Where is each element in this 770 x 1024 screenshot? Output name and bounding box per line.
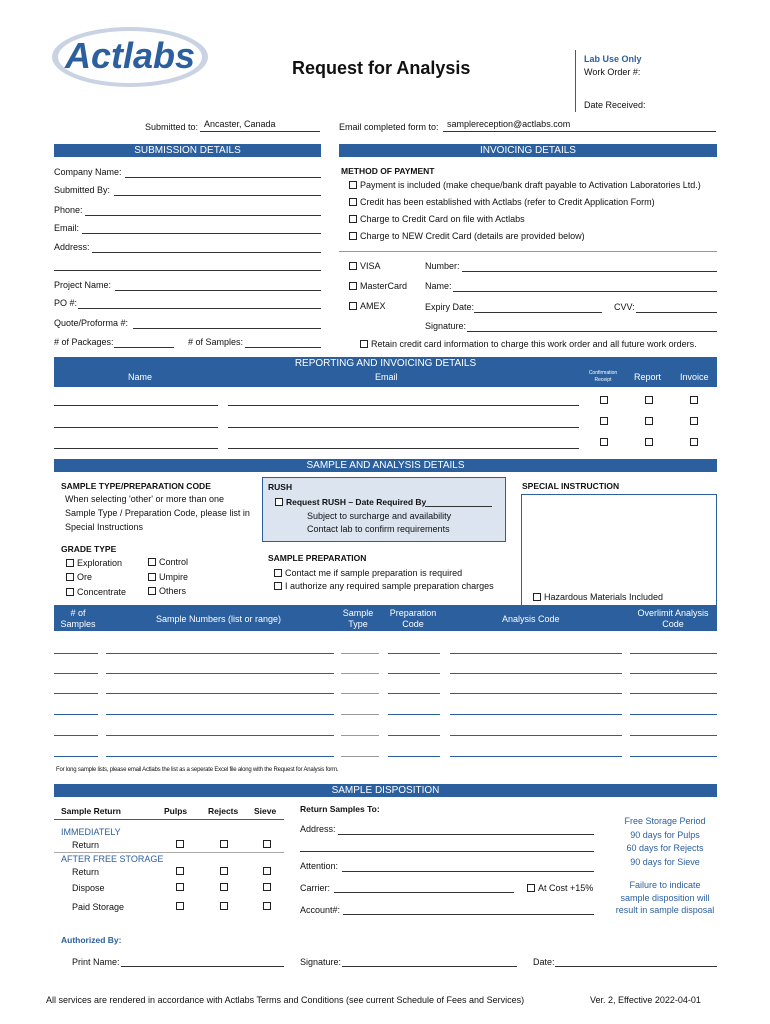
rejects-dispose-checkbox[interactable] [220, 883, 228, 891]
card-name-label: Name: [425, 281, 452, 291]
rush-note: Subject to surcharge and availability [307, 511, 452, 521]
grade-control[interactable]: Control [148, 557, 188, 567]
confirmation-checkbox[interactable] [600, 417, 608, 425]
company-label: Company Name: [54, 167, 122, 177]
submitted-to-label: Submitted to: [145, 122, 199, 132]
pulps-paid-checkbox[interactable] [176, 902, 184, 910]
reporting-col-invoice: Invoice [680, 372, 709, 382]
payment-option-4[interactable]: Charge to NEW Credit Card (details are provided below) [349, 231, 585, 241]
cvv-label: CVV: [614, 302, 635, 312]
retain-card-option[interactable]: Retain credit card information to charge this work order and all future work orders. [360, 339, 697, 349]
print-name-label: Print Name: [72, 957, 120, 967]
payment-option-1[interactable]: Payment is included (make cheque/bank draft payable to Activation Laboratories Ltd.) [349, 180, 701, 190]
date-received-label: Date Received: [584, 100, 646, 110]
at-cost-option[interactable]: At Cost +15% [527, 883, 593, 893]
samples-count-label: # of Samples: [188, 337, 244, 347]
checkbox[interactable] [349, 215, 357, 223]
invoice-checkbox[interactable] [690, 396, 698, 404]
col-rejects: Rejects [208, 806, 239, 816]
prep-option-contact[interactable]: Contact me if sample preparation is required [274, 568, 462, 578]
reporting-header: REPORTING AND INVOICING DETAILS [294, 358, 477, 369]
reporting-col-report: Report [634, 372, 662, 382]
payment-option-2[interactable]: Credit has been established with Actlabs (refer to Credit Application Form) [349, 197, 655, 207]
rush-note: Contact lab to confirm requirements [307, 524, 450, 534]
after-free-label: AFTER FREE STORAGE [61, 854, 164, 864]
prep-note-line: Special Instructions [65, 522, 144, 532]
invoice-checkbox[interactable] [690, 417, 698, 425]
report-checkbox[interactable] [645, 396, 653, 404]
col-sieve: Sieve [254, 806, 277, 816]
grade-ore[interactable]: Ore [66, 572, 92, 582]
prep-code-title: SAMPLE TYPE/PREPARATION CODE [61, 481, 211, 491]
grade-exploration[interactable]: Exploration [66, 558, 122, 568]
mastercard-option[interactable]: MasterCard [349, 281, 407, 291]
disposition-header: SAMPLE DISPOSITION [54, 784, 717, 797]
pulps-dispose-checkbox[interactable] [176, 883, 184, 891]
attention-label: Attention: [300, 861, 339, 871]
account-label: Account#: [300, 905, 341, 915]
sieve-return-checkbox[interactable] [263, 840, 271, 848]
signature-label: Signature: [425, 321, 467, 331]
email-form-label: Email completed form to: [339, 122, 439, 132]
checkbox[interactable] [349, 232, 357, 240]
grade-others[interactable]: Others [148, 586, 186, 596]
col-pulps: Pulps [164, 806, 188, 816]
grade-umpire[interactable]: Umpire [148, 572, 188, 582]
return-to-heading: Return Samples To: [300, 804, 380, 814]
checkbox[interactable] [349, 198, 357, 206]
payment-option-3[interactable]: Charge to Credit Card on file with Actlabs [349, 214, 525, 224]
rejects-return-after-checkbox[interactable] [220, 867, 228, 875]
work-order-label: Work Order #: [584, 67, 641, 77]
submitted-to-value[interactable]: Ancaster, Canada [204, 119, 276, 129]
reporting-col-confirmation: Confirmation Receipt [588, 370, 618, 383]
date-label: Date: [533, 957, 555, 967]
checkbox[interactable] [349, 181, 357, 189]
rejects-return-checkbox[interactable] [220, 840, 228, 848]
prep-note-line: When selecting 'other' or more than one [65, 494, 225, 504]
project-label: Project Name: [54, 280, 112, 290]
packages-label: # of Packages: [54, 337, 114, 347]
pulps-return-after-checkbox[interactable] [176, 867, 184, 875]
return-after-label: Return [72, 867, 100, 877]
pulps-return-checkbox[interactable] [176, 840, 184, 848]
col-analysis-code: Analysis Code [502, 614, 560, 624]
invoicing-header: INVOICING DETAILS [339, 144, 717, 157]
sample-prep-title: SAMPLE PREPARATION [268, 553, 367, 563]
svg-text:Actlabs: Actlabs [64, 35, 196, 76]
hazard-option[interactable]: Hazardous Materials Included [533, 592, 663, 602]
reporting-col-name: Name [128, 372, 153, 382]
col-sample-type: Sample Type [342, 608, 374, 629]
prep-note-line: Sample Type / Preparation Code, please list in [65, 508, 250, 518]
carrier-label: Carrier: [300, 883, 331, 893]
return-address-label: Address: [300, 824, 336, 834]
email-form-value[interactable]: samplereception@actlabs.com [447, 119, 571, 129]
quote-label: Quote/Proforma #: [54, 318, 129, 328]
sieve-return-after-checkbox[interactable] [263, 867, 271, 875]
rush-request-option[interactable]: Request RUSH – Date Required By [275, 497, 426, 507]
return-label: Return [72, 840, 100, 850]
actlabs-logo [50, 22, 210, 92]
visa-option[interactable]: VISA [349, 261, 381, 271]
sample-return-heading: Sample Return [61, 806, 121, 816]
sample-details-header: SAMPLE AND ANALYSIS DETAILS [54, 459, 717, 472]
paid-storage-label: Paid Storage [72, 902, 125, 912]
phone-label: Phone: [54, 205, 83, 215]
address-label: Address: [54, 242, 90, 252]
free-storage-note: Free Storage Period 90 days for Pulps 60 days for Rejects 90 days for Sieve [624, 816, 706, 867]
invoice-checkbox[interactable] [690, 438, 698, 446]
email-label: Email: [54, 223, 80, 233]
report-checkbox[interactable] [645, 417, 653, 425]
special-instruction-box[interactable] [521, 494, 717, 606]
version-footer: Ver. 2, Effective 2022-04-01 [590, 995, 701, 1005]
payment-method-heading: METHOD OF PAYMENT [341, 166, 435, 176]
grade-concentrate[interactable]: Concentrate [66, 587, 126, 597]
lab-use-heading: Lab Use Only [584, 54, 642, 64]
card-number-label: Number: [425, 261, 460, 271]
sieve-dispose-checkbox[interactable] [263, 883, 271, 891]
col-num-samples: # of Samples [60, 608, 96, 629]
submission-header: SUBMISSION DETAILS [54, 144, 321, 157]
grade-type-title: GRADE TYPE [61, 544, 117, 554]
disposal-warning: Failure to indicate sample disposition will result in sample disposal [615, 880, 715, 915]
confirmation-checkbox[interactable] [600, 396, 608, 404]
report-checkbox[interactable] [645, 438, 653, 446]
long-list-footnote: For long sample lists, please email Actlabs the list as a seperate Excel file along with the Request for Analysis form. [56, 767, 339, 773]
rejects-paid-checkbox[interactable] [220, 902, 228, 910]
prep-option-authorize[interactable]: I authorize any required sample preparation charges [274, 581, 494, 591]
immediately-label: IMMEDIATELY [61, 827, 121, 837]
rush-title: RUSH [268, 482, 293, 492]
page-title: Request for Analysis [292, 58, 471, 78]
col-sample-numbers: Sample Numbers (list or range) [156, 614, 282, 624]
po-label: PO #: [54, 298, 78, 308]
auth-signature-label: Signature: [300, 957, 342, 967]
reporting-col-email: Email [375, 372, 398, 382]
dispose-label: Dispose [72, 883, 105, 893]
submitted-by-label: Submitted By: [54, 185, 111, 195]
authorized-by-heading: Authorized By: [61, 935, 122, 945]
confirmation-checkbox[interactable] [600, 438, 608, 446]
col-overlimit-code: Overlimit Analysis Code [637, 608, 709, 629]
col-prep-code: Preparation Code [389, 608, 437, 629]
terms-footer: All services are rendered in accordance with Actlabs Terms and Conditions (see current Schedule of Fees and Services) [46, 995, 525, 1005]
expiry-label: Expiry Date: [425, 302, 475, 312]
special-instruction-title: SPECIAL INSTRUCTION [522, 481, 620, 491]
amex-option[interactable]: AMEX [349, 301, 386, 311]
sieve-paid-checkbox[interactable] [263, 902, 271, 910]
